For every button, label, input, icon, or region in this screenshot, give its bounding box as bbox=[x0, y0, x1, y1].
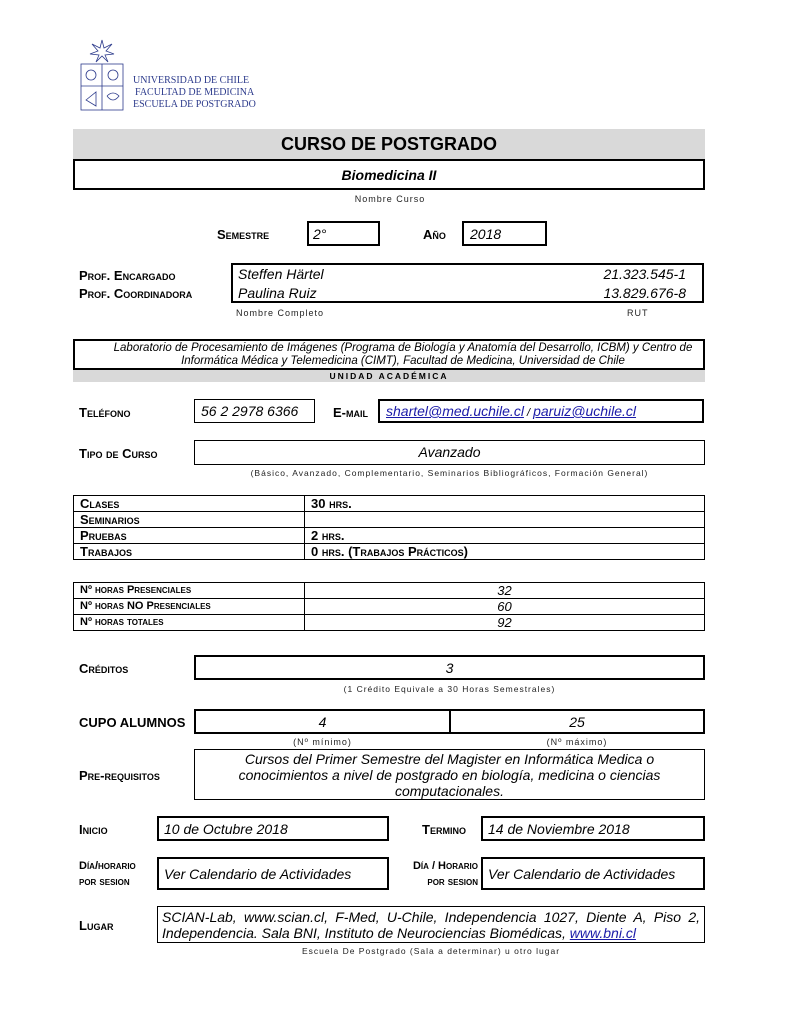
prof-1-rut: 21.323.545-1 bbox=[603, 266, 686, 282]
schedule-label-2a: Día / Horario bbox=[412, 860, 478, 872]
course-name-box bbox=[73, 159, 705, 190]
quota-min-field bbox=[194, 709, 451, 734]
hours-value-totales: 92 bbox=[305, 615, 705, 631]
phone-field bbox=[194, 399, 315, 423]
course-name-caption: Nombre Curso bbox=[354, 194, 426, 204]
university-seal bbox=[78, 38, 126, 114]
academic-unit-caption: UNIDAD ACADÉMICA bbox=[329, 371, 449, 381]
course-type-value: Avanzado bbox=[418, 444, 481, 460]
semester-field bbox=[307, 221, 380, 246]
academic-unit-box bbox=[73, 339, 705, 370]
activity-label-trabajos: Trabajos bbox=[74, 544, 305, 560]
year-value: 2018 bbox=[470, 226, 502, 242]
quota-label: CUPO ALUMNOS bbox=[79, 715, 186, 730]
course-type-label: Tipo de Curso bbox=[79, 446, 158, 461]
university-name: UNIVERSIDAD DE CHILE bbox=[133, 75, 250, 86]
semester-label-text: Semestre bbox=[217, 227, 270, 242]
prof-encargado-label: Prof. Encargado bbox=[79, 268, 176, 283]
quota-max-value: 25 bbox=[569, 714, 585, 730]
activities-table bbox=[73, 495, 705, 560]
credits-field bbox=[194, 655, 705, 680]
hours-value-presenciales: 32 bbox=[305, 583, 705, 599]
table-row bbox=[74, 615, 705, 631]
schedule-label-2b: por sesion bbox=[427, 876, 478, 888]
quota-min-value: 4 bbox=[318, 714, 327, 730]
table-row bbox=[74, 512, 705, 528]
place-text: SCIAN-Lab, www.scian.cl, F-Med, U-Chile, Independencia 1027, Diente A, Piso 2, Independencia. Sala BNI, Instituto de Neurociencias Biomédicas, bbox=[162, 909, 700, 941]
table-row bbox=[74, 599, 705, 615]
hours-label-presenciales: Nº horas Presenciales bbox=[74, 583, 305, 599]
schedule-field-1 bbox=[157, 857, 389, 890]
year-field bbox=[462, 221, 547, 246]
schedule-label-1b: por sesion bbox=[79, 876, 130, 888]
email-label: E-mail bbox=[333, 405, 368, 420]
institution-text bbox=[133, 75, 256, 111]
professors-box bbox=[231, 263, 704, 303]
start-label: Inicio bbox=[79, 822, 108, 837]
activity-value-trabajos: 0 hrs. (Trabajos Prácticos) bbox=[305, 544, 705, 560]
schedule-value-2: Ver Calendario de Actividades bbox=[488, 866, 676, 882]
email-separator: / bbox=[523, 407, 534, 419]
place-link[interactable]: www.bni.cl bbox=[569, 925, 636, 941]
email-field bbox=[378, 399, 704, 423]
quota-max-caption: (Nº máximo) bbox=[546, 737, 608, 747]
start-value: 10 de Octubre 2018 bbox=[164, 821, 288, 837]
credits-label: Créditos bbox=[79, 661, 129, 676]
prereq-text: Cursos del Primer Semestre del Magister en Informática Medica o conocimientos a nivel de postgrado en biología, medicina o ciencias computacionales. bbox=[238, 751, 661, 799]
schedule-field-2 bbox=[481, 857, 705, 890]
title-band bbox=[73, 129, 705, 159]
course-name: Biomedicina II bbox=[341, 167, 437, 183]
activity-value-pruebas: 2 hrs. bbox=[305, 528, 705, 544]
prof-rut-caption: RUT bbox=[627, 308, 649, 318]
prof-2-name: Paulina Ruiz bbox=[238, 285, 317, 301]
semester-value: 2° bbox=[313, 226, 327, 242]
prof-coordinadora-label: Prof. Coordinadora bbox=[79, 286, 193, 301]
academic-unit-text: Laboratorio de Procesamiento de Imágenes (Programa de Biología y Anatomía del Desarrollo, ICBM) y Centro de Informática Médica y Telemedicina (CIMT), Facultad de Medicina, Universidad de Chile bbox=[113, 342, 693, 367]
prof-2-rut: 13.829.676-8 bbox=[603, 285, 686, 301]
place-caption: Escuela De Postgrado (Sala a determinar) u otro lugar bbox=[301, 946, 561, 956]
phone-label: Teléfono bbox=[79, 405, 131, 420]
hours-label-totales: Nº horas totales bbox=[74, 615, 305, 631]
table-row bbox=[74, 528, 705, 544]
end-field bbox=[481, 816, 705, 841]
email-link-1[interactable]: shartel@med.uchile.cl bbox=[386, 403, 524, 419]
table-row bbox=[74, 496, 705, 512]
hours-table bbox=[73, 582, 705, 631]
hours-label-no-presenciales: Nº horas NO Presenciales bbox=[74, 599, 305, 615]
schedule-label-1a: Día/horario bbox=[79, 860, 136, 872]
table-row bbox=[74, 544, 705, 560]
course-type-field bbox=[194, 440, 705, 465]
activity-value-seminarios bbox=[305, 512, 705, 528]
academic-unit-caption-band bbox=[73, 370, 705, 382]
activity-label-seminarios: Seminarios bbox=[74, 512, 305, 528]
credits-caption: (1 Crédito Equivale a 30 Horas Semestrales) bbox=[343, 684, 556, 694]
hours-value-no-presenciales: 60 bbox=[305, 599, 705, 615]
end-value: 14 de Noviembre 2018 bbox=[488, 821, 630, 837]
quota-max-field bbox=[449, 709, 705, 734]
prof-1-name: Steffen Härtel bbox=[238, 266, 324, 282]
prereq-label: Pre-requisitos bbox=[79, 768, 160, 783]
year-label-text: Año bbox=[423, 227, 446, 242]
email-link-2[interactable]: paruiz@uchile.cl bbox=[533, 403, 637, 419]
end-label: Termino bbox=[422, 822, 466, 837]
semester-label bbox=[217, 227, 269, 242]
activity-value-clases: 30 hrs. bbox=[305, 496, 705, 512]
activity-label-pruebas: Pruebas bbox=[74, 528, 305, 544]
prof-name-caption: Nombre Completo bbox=[236, 308, 325, 318]
table-row bbox=[74, 583, 705, 599]
schedule-value-1: Ver Calendario de Actividades bbox=[164, 866, 352, 882]
schedule-label-2 bbox=[396, 858, 478, 890]
schedule-label-1 bbox=[79, 858, 136, 890]
quota-min-caption: (Nº mínimo) bbox=[293, 737, 352, 747]
start-field bbox=[157, 816, 389, 841]
credits-value: 3 bbox=[445, 660, 454, 676]
school-name: ESCUELA DE POSTGRADO bbox=[133, 99, 256, 110]
faculty-name: FACULTAD DE MEDICINA bbox=[135, 87, 255, 98]
year-label bbox=[423, 227, 446, 242]
place-box bbox=[157, 906, 705, 943]
page-title: CURSO DE POSTGRADO bbox=[280, 134, 498, 154]
course-type-caption: (Básico, Avanzado, Complementario, Seminarios Bibliográficos, Formación General) bbox=[250, 468, 649, 478]
activity-label-clases: Clases bbox=[74, 496, 305, 512]
phone-value: 56 2 2978 6366 bbox=[201, 403, 299, 419]
place-label: Lugar bbox=[79, 918, 114, 933]
prereq-box bbox=[194, 749, 705, 800]
